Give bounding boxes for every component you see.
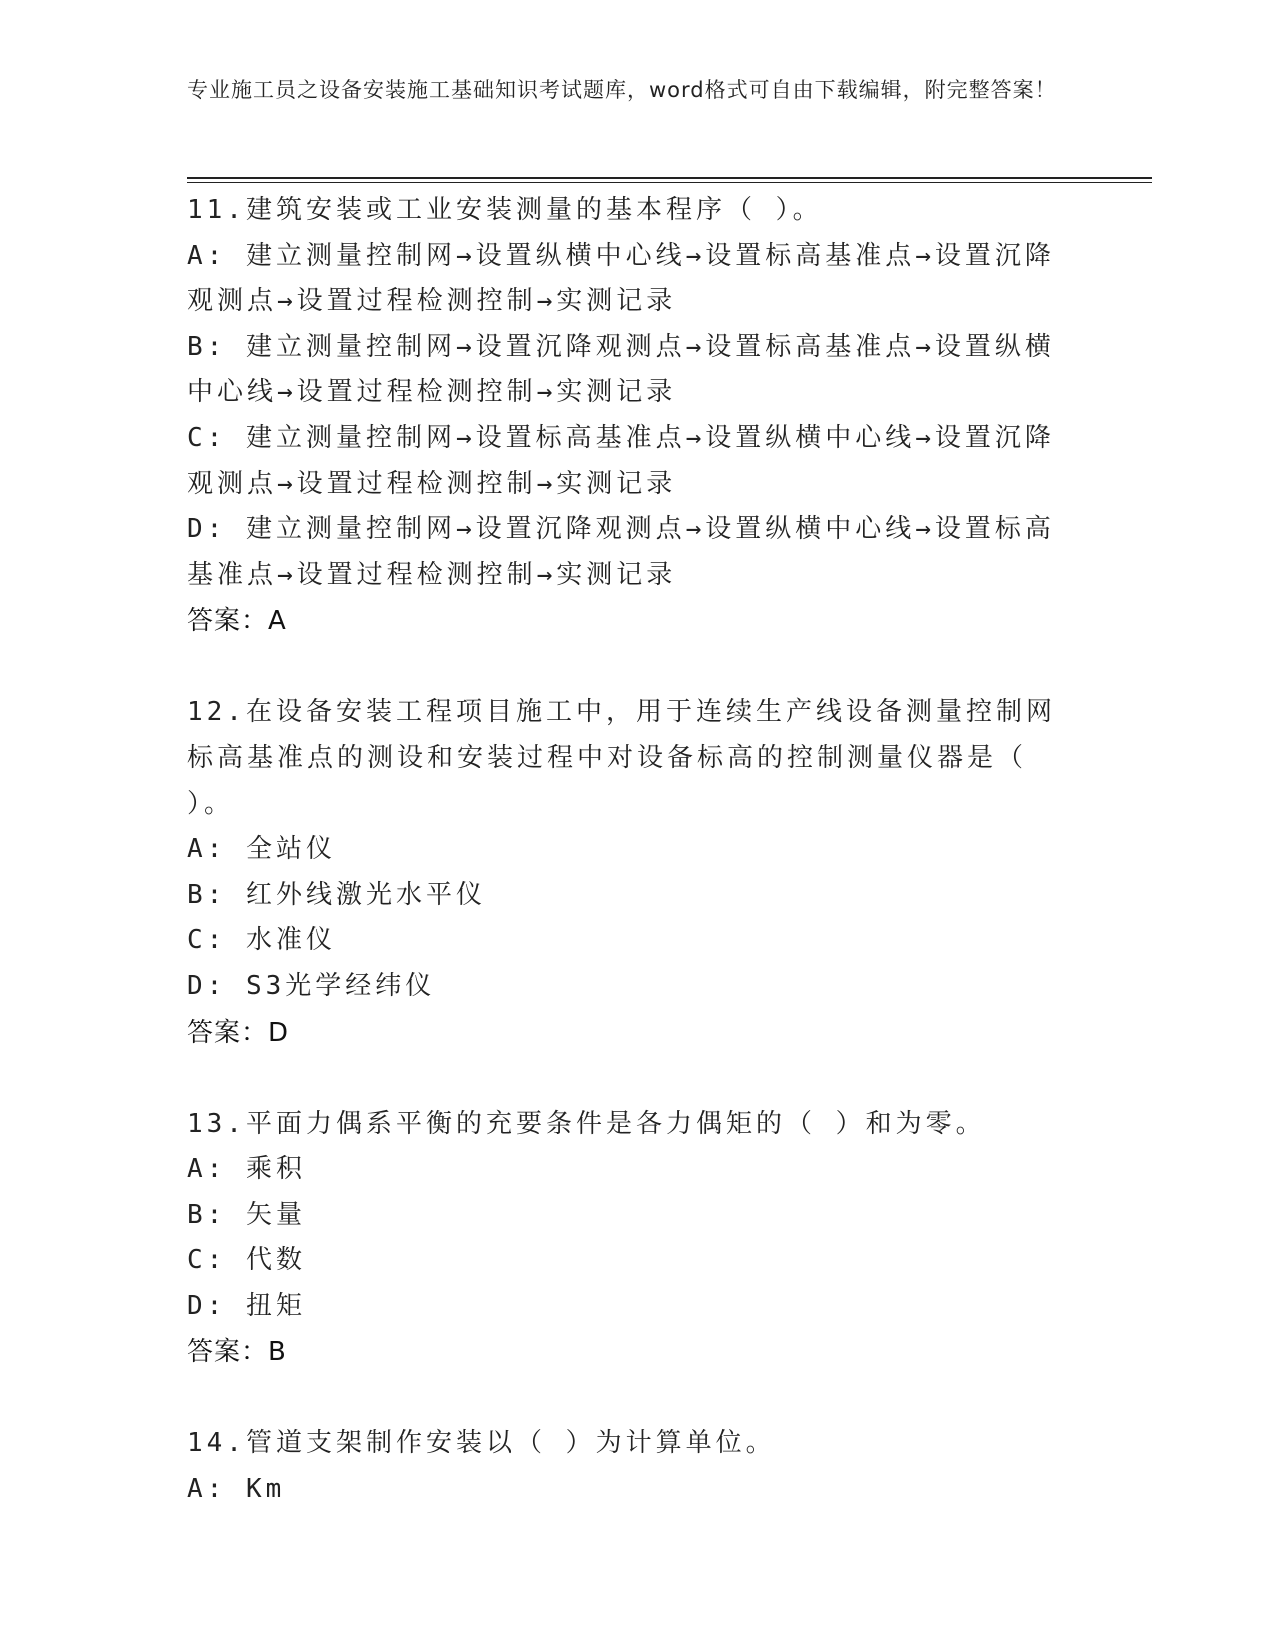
answer-line: 答案：D <box>187 1017 290 1048</box>
question-stem: 11.建筑安装或工业安装测量的基本程序（ ）。 <box>187 195 823 225</box>
answer-line: 答案：A <box>187 606 287 637</box>
question-14 <box>187 1421 1087 1512</box>
question-13 <box>187 1102 1087 1376</box>
option-a: A: 全站仪 <box>187 834 336 865</box>
option-a: A: 乘积 <box>187 1154 306 1185</box>
option-c: C: 建立测量控制网→设置标高基准点→设置纵横中心线→设置沉降观测点→设置过程检测控制→实测记录 <box>187 422 1055 499</box>
header-divider-thin <box>187 182 1152 183</box>
option-b: B: 矢量 <box>187 1199 306 1230</box>
option-d: D: S3光学经纬仪 <box>187 970 436 1001</box>
page-header: 专业施工员之设备安装施工基础知识考试题库，word格式可自由下载编辑，附完整答案！ <box>187 78 1057 102</box>
header-divider-thick <box>187 177 1152 179</box>
option-d: D: 扭矩 <box>187 1290 306 1321</box>
option-d: D: 建立测量控制网→设置沉降观测点→设置纵横中心线→设置标高基准点→设置过程检测控制→实测记录 <box>187 514 1055 590</box>
option-a: A: 建立测量控制网→设置纵横中心线→设置标高基准点→设置沉降观测点→设置过程检测控制→实测记录 <box>187 240 1055 317</box>
question-stem: 14.管道支架制作安装以（ ）为计算单位。 <box>187 1428 776 1459</box>
option-c: C: 代数 <box>187 1245 306 1276</box>
option-b: B: 建立测量控制网→设置沉降观测点→设置标高基准点→设置纵横中心线→设置过程检测控制→实测记录 <box>187 331 1055 408</box>
question-stem: 12.在设备安装工程项目施工中，用于连续生产线设备测量控制网标高基准点的测设和安装过程中对设备标高的控制测量仪器是（ ）。 <box>187 697 1056 819</box>
answer-line: 答案：B <box>187 1337 287 1368</box>
option-b: B: 红外线激光水平仪 <box>187 879 486 910</box>
question-11 <box>187 188 1087 644</box>
option-c: C: 水准仪 <box>187 925 336 956</box>
question-12 <box>187 690 1087 1055</box>
question-list <box>187 188 1087 1559</box>
question-stem: 13.平面力偶系平衡的充要条件是各力偶矩的（ ）和为零。 <box>187 1108 986 1139</box>
option-a: A: Km <box>187 1474 286 1505</box>
